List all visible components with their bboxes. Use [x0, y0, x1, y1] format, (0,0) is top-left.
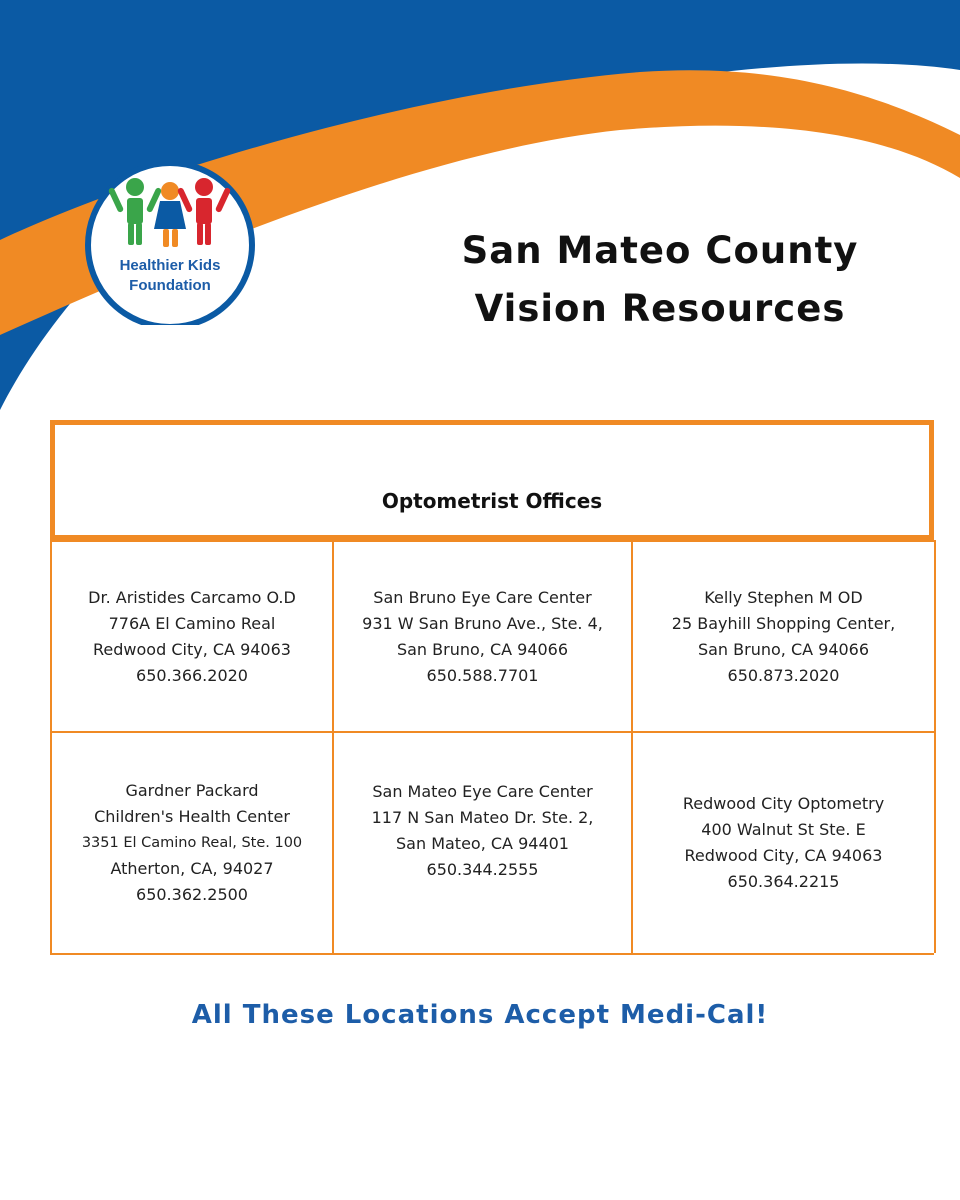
office-phone: 650.588.7701 [426, 665, 539, 685]
office-address-line2: San Mateo, CA 94401 [396, 834, 569, 853]
office-address-line1: 776A El Camino Real [108, 613, 276, 633]
office-cell [334, 540, 633, 731]
logo-text-line2: Foundation [129, 277, 211, 294]
office-phone: 650.873.2020 [727, 665, 840, 685]
office-address-line2: Redwood City, CA 94063 [684, 846, 883, 865]
office-address-line1: 3351 El Camino Real, Ste. 100 [81, 835, 303, 851]
office-name-line2: Children's Health Center [94, 807, 290, 826]
office-phone: 650.362.2500 [136, 885, 248, 904]
office-name: San Bruno Eye Care Center [373, 587, 592, 607]
office-cell [633, 540, 936, 731]
office-cell [334, 731, 633, 953]
office-address-line2: Atherton, CA, 94027 [110, 859, 274, 878]
logo-text-line1: Healthier Kids [119, 257, 221, 274]
office-address-line2: Redwood City, CA 94063 [93, 639, 291, 659]
office-address-line1: 931 W San Bruno Ave., Ste. 4, [362, 613, 603, 633]
title-line1: San Mateo County [461, 229, 859, 272]
page-title [400, 222, 920, 338]
healthier-kids-logo [80, 165, 260, 325]
offices-grid [50, 540, 934, 955]
office-name: Dr. Aristides Carcamo O.D [88, 587, 296, 607]
office-phone: 650.366.2020 [136, 665, 248, 685]
offices-table [50, 420, 934, 955]
title-line2: Vision Resources [474, 287, 846, 330]
table-header: Optometrist Offices [50, 420, 934, 540]
office-address-line2: San Bruno, CA 94066 [697, 639, 870, 659]
office-name: Gardner Packard [125, 781, 259, 800]
logo-badge [80, 165, 260, 325]
office-address-line2: San Bruno, CA 94066 [396, 639, 569, 659]
office-cell [633, 731, 936, 953]
office-cell [52, 731, 334, 953]
office-phone: 650.364.2215 [727, 872, 840, 891]
office-address-line1: 400 Walnut St Ste. E [701, 820, 866, 839]
office-address-line1: 25 Bayhill Shopping Center, [671, 613, 896, 633]
office-cell [52, 540, 334, 731]
office-name: San Mateo Eye Care Center [372, 782, 593, 801]
office-address-line1: 117 N San Mateo Dr. Ste. 2, [371, 808, 594, 827]
office-name: Kelly Stephen M OD [704, 587, 863, 607]
medi-cal-notice: All These Locations Accept Medi-Cal! [191, 1000, 769, 1030]
office-name: Redwood City Optometry [682, 794, 885, 813]
office-phone: 650.344.2555 [426, 860, 539, 879]
